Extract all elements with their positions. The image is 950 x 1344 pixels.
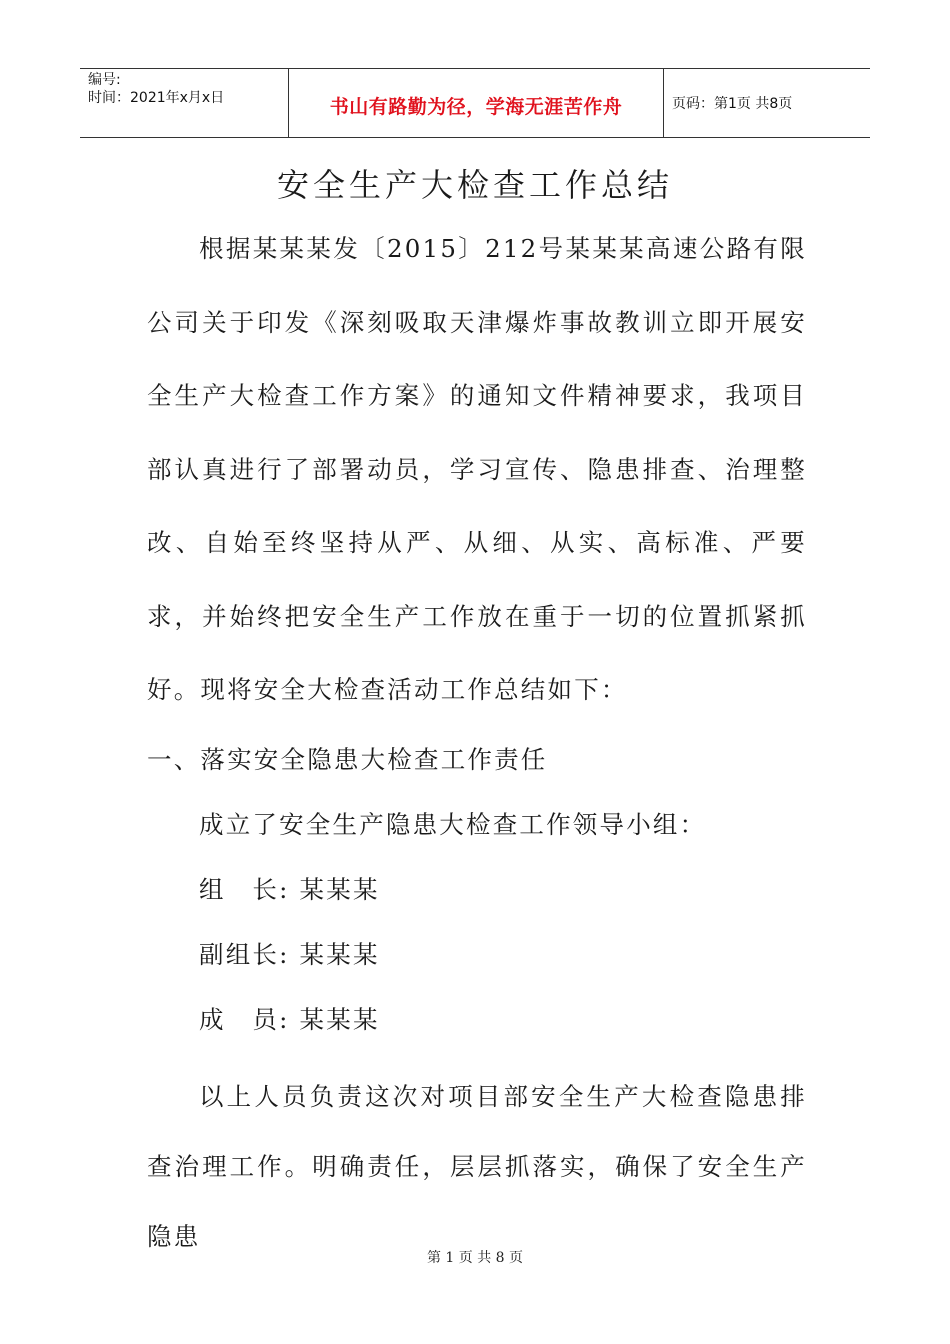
document-date: 时间：2021年x月x日 [88,90,225,106]
header-page-cell [664,69,870,137]
group-intro: 成立了安全生产隐患大检查工作领导小组： [199,809,707,839]
responsibility-paragraph: 以上人员负责这次对项目部安全生产大检查隐患排查治理工作。明确责任，层层抓落实，确保了安全生产隐患 [147,1081,807,1251]
intro-paragraph: 根据某某某发〔2015〕212号某某某高速公路有限公司关于印发《深刻吸取天津爆炸事故教训立即开展安全生产大检查工作方案》的通知文件精神要求，我项目部认真进行了部署动员，学习宣传、隐患排查、治理整改、自始至终坚持从严、从细、从实、高标准、严要求，并始终把安全生产工作放在重于一切的位置抓紧抓好。现将安全大检查活动工作总结如下： [147,234,807,704]
document-title: 安全生产大检查工作总结 [276,166,673,204]
deputy-leader-line: 副组长: 某某某 [199,939,380,969]
header-motto-cell [288,69,664,137]
header-meta [80,69,288,137]
page-footer: 第 1 页 共 8 页 [426,1250,524,1266]
members-line: 成 员: 某某某 [199,1004,380,1034]
page-header [80,68,870,138]
header-motto: 书山有路勤为径，学海无涯苦作舟 [329,95,623,118]
header-page-info: 页码：第1页 共8页 [672,96,793,112]
leader-line: 组 长: 某某某 [199,874,380,904]
document-number-label: 编号: [88,72,121,88]
document-body [147,212,807,1272]
section-heading: 一、落实安全隐患大检查工作责任 [147,744,548,774]
